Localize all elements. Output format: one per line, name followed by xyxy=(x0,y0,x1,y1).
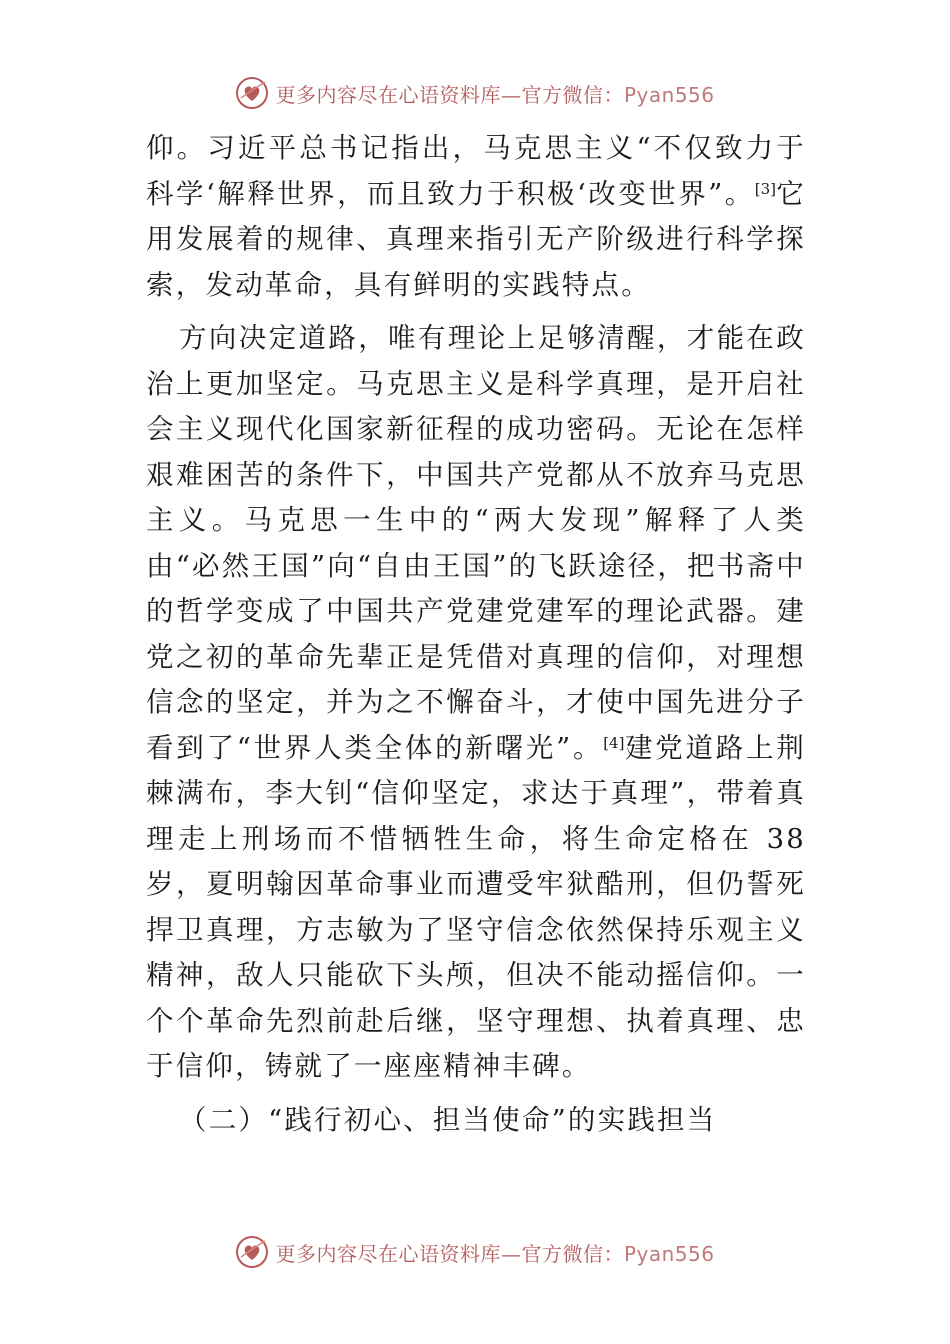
header-watermark-banner xyxy=(0,73,950,113)
heart-logo-icon xyxy=(235,1235,269,1269)
banner-text xyxy=(275,79,714,108)
footer-watermark-banner xyxy=(0,1232,950,1272)
paragraph-2-text-b: 建党道路上荆棘满布，李大钊“信仰坚定，求达于真理”，带着真理走上刑场而不惜牺牲生命，将生命定格在 38 岁，夏明翰因革命事业而遭受牢狱酷刑，但仍誓死捍卫真理，方志敏为了坚守信念依然保持乐观主义精神，敌人只能砍下头颅，但决不能动摇信仰。一个个革命先烈前赴后继，坚守理想、执着真理、忠于信仰，铸就了一座座精神丰碑。 xyxy=(146,731,806,1082)
banner-wechat-id: Pyan556 xyxy=(623,82,715,107)
reference-3: [3] xyxy=(754,179,776,198)
banner-wechat-id: Pyan556 xyxy=(623,1241,715,1266)
paragraph-1 xyxy=(146,126,806,308)
paragraph-2 xyxy=(146,316,806,1090)
paragraph-1-text-a: 仰。习近平总书记指出，马克思主义“不仅致力于科学‘解释世界，而且致力于积极‘改变世界”。 xyxy=(146,132,806,210)
section-heading: （二）“践行初心、担当使命”的实践担当 xyxy=(179,1103,717,1136)
reference-4: [4] xyxy=(603,733,625,752)
banner-label: 更多内容尽在心语资料库—官方微信： xyxy=(275,82,624,107)
document-body xyxy=(146,126,806,1151)
heart-logo-icon xyxy=(235,76,269,110)
paragraph-2-text-a: 方向决定道路，唯有理论上足够清醒，才能在政治上更加坚定。马克思主义是科学真理，是开启社会主义现代化国家新征程的成功密码。无论在怎样艰难困苦的条件下，中国共产党都从不放弃马克思主义。马克思一生中的“两大发现”解释了人类由“必然王国”向“自由王国”的飞跃途径，把书斋中的哲学变成了中国共产党建党建军的理论武器。建党之初的革命先辈正是凭借对真理的信仰，对理想信念的坚定，并为之不懈奋斗，才使中国先进分子看到了“世界人类全体的新曙光”。 xyxy=(146,322,806,764)
banner-label: 更多内容尽在心语资料库—官方微信： xyxy=(275,1241,624,1266)
banner-text xyxy=(275,1238,714,1267)
paragraph-1-text-b: 它用发展着的规律、真理来指引无产阶级进行科学探索，发动革命，具有鲜明的实践特点。 xyxy=(146,177,806,301)
